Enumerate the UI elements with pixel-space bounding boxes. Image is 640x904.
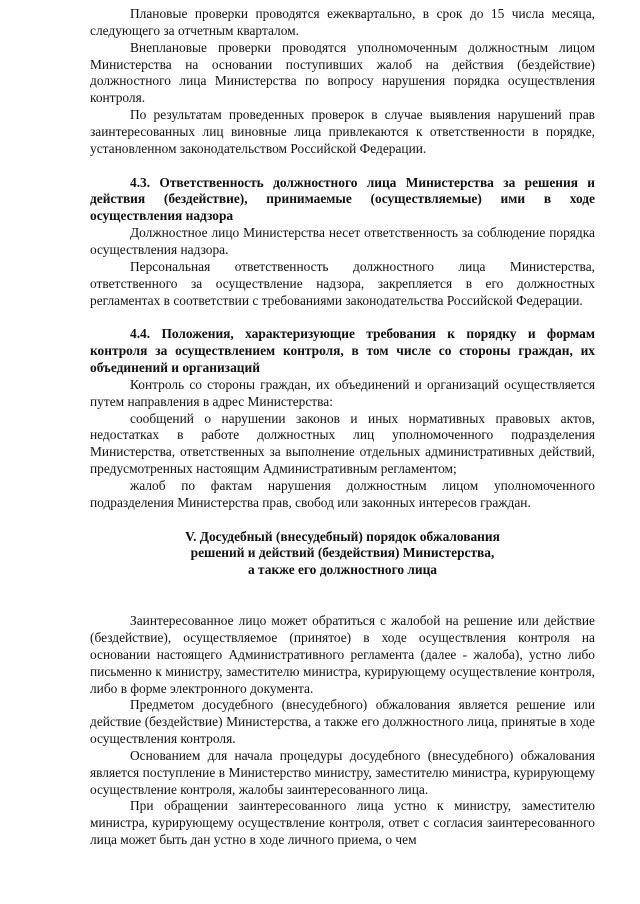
- section-heading-4-3: 4.3. Ответственность должностного лица Министерства за решения и действия (бездействие), принимаемые (осуществляемые) ими в ходе осуществления надзора: [90, 174, 595, 224]
- section-title-line: решений и действий (бездействия) Министерства,: [190, 545, 495, 561]
- paragraph: Основанием для начала процедуры досудебного (внесудебного) обжалования является поступление в Министерство министру, заместителю министра, курирующему осуществление контроля, жалобы заинтересованного лица.: [90, 747, 595, 797]
- paragraph: сообщений о нарушении законов и иных нормативных правовых актов, недостатках в работе должностных лиц уполномоченного подразделения Министерства, ответственных за выполнение отдельных административных действий, предусмотренных настоящим Административным регламентом;: [90, 410, 595, 477]
- paragraph: Должностное лицо Министерства несет ответственность за соблюдение порядка осуществления надзора.: [90, 225, 595, 257]
- paragraph: Контроль со стороны граждан, их объединений и организаций осуществляется путем направления в адрес Министерства:: [90, 376, 595, 409]
- paragraph: Плановые проверки проводятся ежеквартально, в срок до 15 числа месяца, следующего за отчетным кварталом.: [90, 6, 595, 38]
- paragraph: Предметом досудебного (внесудебного) обжалования является решение или действие (бездействие) Министерства, а также его должностного лица, принятые в ходе осуществления контроля.: [90, 697, 595, 747]
- paragraph: жалоб по фактам нарушения должностным лицом уполномоченного подразделения Министерства прав, свобод или законных интересов граждан.: [90, 477, 595, 510]
- section-heading-4-4: 4.4. Положения, характеризующие требования к порядку и формам контроля за осуществлением контроля, в том числе со стороны граждан, их объединений и организаций: [90, 326, 595, 376]
- paragraph: Заинтересованное лицо может обратиться с жалобой на решение или действие (бездействие), осуществляемое (принятое) в ходе осуществления контроля на основании настоящего Административного регламента (далее - жалоба), устно либо письменно к министру, заместителю министра, курирующему осуществление контроля, либо в форме электронного документа.: [90, 613, 595, 696]
- paragraph: По результатам проведенных проверок в случае выявления нарушений прав заинтересованных лиц виновные лица привлекаются к ответственности в порядке, установленном законодательством Российской Федерации.: [90, 107, 595, 156]
- paragraph: При обращении заинтересованного лица устно к министру, заместителю министра, курирующему осуществление контроля, ответ с согласия заинтересованного лица может быть дан устно в ходе личного приема, о чем: [90, 798, 595, 848]
- section-title-line: а также его должностного лица: [247, 562, 438, 578]
- document-page: [90, 6, 595, 849]
- paragraph: Персональная ответственность должностного лица Министерства, ответственного за осуществление надзора, закрепляется в его должностных регламентах в соответствии с требованиями законодательства Российской Федерации.: [90, 258, 595, 308]
- paragraph: Внеплановые проверки проводятся уполномоченным должностным лицом Министерства на основании поступивших жалоб на действия (бездействие) должностного лица Министерства по вопросу нарушения порядка осуществления контроля.: [90, 39, 595, 106]
- section-title-line: V. Досудебный (внесудебный) порядок обжалования: [185, 528, 500, 544]
